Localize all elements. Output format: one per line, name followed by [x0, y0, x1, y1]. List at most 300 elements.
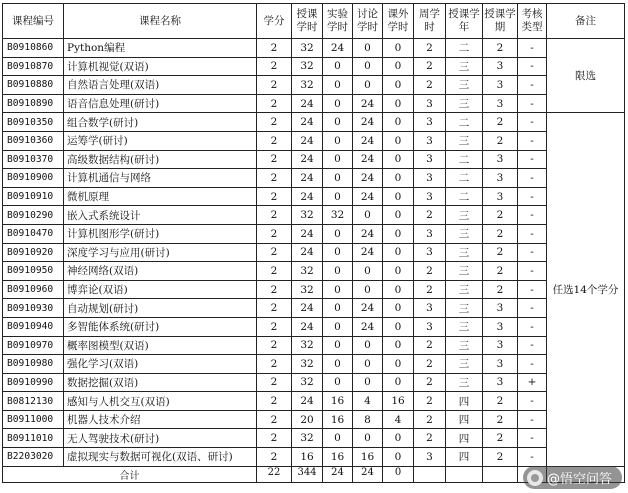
table-row	[3, 224, 625, 243]
discussion-hours: 0	[353, 355, 383, 374]
weekly-hours: 2	[414, 280, 446, 299]
extra-hours: 0	[383, 355, 414, 374]
lecture-hours: 24	[292, 317, 323, 336]
weekly-hours: 3	[414, 243, 446, 262]
course-name: Python编程	[64, 39, 257, 58]
extra-hours: 0	[383, 317, 414, 336]
course-name: 自然语言处理(双语)	[64, 76, 257, 95]
extra-hours: 0	[383, 262, 414, 281]
extra-hours: 0	[383, 131, 414, 150]
term: 3	[483, 169, 518, 188]
year: 四	[446, 448, 483, 467]
lecture-hours: 24	[292, 94, 323, 113]
course-name: 自动规划(研讨)	[64, 299, 257, 318]
lecture-hours: 24	[292, 392, 323, 411]
discussion-hours: 0	[353, 336, 383, 355]
term: 3	[483, 355, 518, 374]
year: 三	[446, 317, 483, 336]
course-code: B0910350	[3, 113, 64, 132]
course-code: B0812130	[3, 392, 64, 411]
weekly-hours: 3	[414, 448, 446, 467]
credits: 2	[257, 150, 292, 169]
credits: 2	[257, 336, 292, 355]
extra-hours: 0	[383, 169, 414, 188]
table-row	[3, 299, 625, 318]
lab-hours: 0	[323, 169, 353, 188]
weekly-hours: 2	[414, 39, 446, 58]
lab-hours: 24	[323, 39, 353, 58]
lecture-hours: 32	[292, 262, 323, 281]
lecture-hours: 24	[292, 150, 323, 169]
discussion-hours: 24	[353, 113, 383, 132]
discussion-hours: 24	[353, 243, 383, 262]
lab-hours: 0	[323, 243, 353, 262]
course-name: 嵌入式系统设计	[64, 206, 257, 225]
lecture-hours: 20	[292, 410, 323, 429]
year: 三	[446, 206, 483, 225]
year: 二	[446, 113, 483, 132]
lab-hours: 16	[323, 448, 353, 467]
credits: 2	[257, 429, 292, 448]
discussion-hours: 24	[353, 131, 383, 150]
remark-group-2: 任选14个学分	[547, 113, 625, 466]
lab-hours: 0	[323, 355, 353, 374]
lecture-hours: 24	[292, 113, 323, 132]
lab-hours: 0	[323, 224, 353, 243]
table-row	[3, 94, 625, 113]
discussion-hours: 0	[353, 76, 383, 95]
total-lab-hours: 24	[323, 466, 353, 482]
course-code: B0910920	[3, 243, 64, 262]
header-code: 课程编号	[3, 4, 64, 39]
lecture-hours: 32	[292, 373, 323, 392]
weekly-hours: 3	[414, 131, 446, 150]
credits: 2	[257, 317, 292, 336]
header-lecture-hours: 授课学时	[292, 4, 323, 39]
lecture-hours: 24	[292, 169, 323, 188]
term: 3	[483, 150, 518, 169]
credits: 2	[257, 392, 292, 411]
table-row	[3, 373, 625, 392]
weekly-hours: 3	[414, 317, 446, 336]
exam-type: -	[518, 280, 547, 299]
credits: 2	[257, 187, 292, 206]
discussion-hours: 8	[353, 410, 383, 429]
year: 三	[446, 94, 483, 113]
course-name: 神经网络(双语)	[64, 262, 257, 281]
extra-hours: 0	[383, 113, 414, 132]
term: 3	[483, 373, 518, 392]
exam-type: -	[518, 206, 547, 225]
lab-hours: 0	[323, 317, 353, 336]
lecture-hours: 16	[292, 448, 323, 467]
year: 三	[446, 131, 483, 150]
extra-hours: 0	[383, 299, 414, 318]
table-row	[3, 150, 625, 169]
exam-type: -	[518, 150, 547, 169]
course-code: B2203020	[3, 448, 64, 467]
credits: 2	[257, 355, 292, 374]
exam-type: +	[518, 373, 547, 392]
table-row	[3, 243, 625, 262]
year: 三	[446, 336, 483, 355]
course-name: 语音信息处理(研讨)	[64, 94, 257, 113]
exam-type: -	[518, 131, 547, 150]
weekly-hours: 3	[414, 187, 446, 206]
table-row	[3, 113, 625, 132]
lecture-hours: 32	[292, 57, 323, 76]
lecture-hours: 24	[292, 299, 323, 318]
weekly-hours: 2	[414, 392, 446, 411]
weekly-hours: 2	[414, 336, 446, 355]
weekly-hours: 3	[414, 299, 446, 318]
extra-hours: 0	[383, 373, 414, 392]
discussion-hours: 24	[353, 299, 383, 318]
lab-hours: 0	[323, 299, 353, 318]
term: 3	[483, 57, 518, 76]
course-code: B0910980	[3, 355, 64, 374]
header-exam-type: 考核类型	[518, 4, 547, 39]
lecture-hours: 24	[292, 131, 323, 150]
course-code: B0910360	[3, 131, 64, 150]
lecture-hours: 32	[292, 336, 323, 355]
exam-type: -	[518, 39, 547, 58]
course-code: B0910370	[3, 150, 64, 169]
year: 三	[446, 243, 483, 262]
discussion-hours: 24	[353, 150, 383, 169]
discussion-hours: 0	[353, 262, 383, 281]
header-remark: 备注	[547, 4, 625, 39]
table-row	[3, 57, 625, 76]
table-row	[3, 131, 625, 150]
header-lab-hours: 实验学时	[323, 4, 353, 39]
year: 三	[446, 76, 483, 95]
extra-hours: 0	[383, 57, 414, 76]
total-empty	[483, 466, 518, 482]
watermark-logo-icon	[527, 470, 543, 486]
term: 3	[483, 317, 518, 336]
course-code: B0911000	[3, 410, 64, 429]
term: 2	[483, 262, 518, 281]
table-body	[3, 39, 625, 483]
lab-hours: 0	[323, 373, 353, 392]
table-row	[3, 187, 625, 206]
total-credits: 22	[257, 466, 292, 482]
course-code: B0910960	[3, 280, 64, 299]
weekly-hours: 2	[414, 262, 446, 281]
year: 三	[446, 262, 483, 281]
header-extra-hours: 课外学时	[383, 4, 414, 39]
discussion-hours: 0	[353, 206, 383, 225]
course-code: B0910900	[3, 169, 64, 188]
credits: 2	[257, 280, 292, 299]
remark-group-1: 限选	[547, 39, 625, 113]
course-name: 计算机通信与网络	[64, 169, 257, 188]
exam-type: -	[518, 299, 547, 318]
course-code: B0910860	[3, 39, 64, 58]
total-empty	[414, 466, 446, 482]
table-row	[3, 280, 625, 299]
term: 3	[483, 94, 518, 113]
lecture-hours: 24	[292, 243, 323, 262]
header-credits: 学分	[257, 4, 292, 39]
exam-type: -	[518, 448, 547, 467]
weekly-hours: 3	[414, 94, 446, 113]
weekly-hours: 3	[414, 150, 446, 169]
course-code: B0910990	[3, 373, 64, 392]
course-name: 微机原理	[64, 187, 257, 206]
lecture-hours: 24	[292, 187, 323, 206]
extra-hours: 0	[383, 336, 414, 355]
exam-type: -	[518, 94, 547, 113]
header-weekly-hours: 周学时	[414, 4, 446, 39]
discussion-hours: 24	[353, 187, 383, 206]
lecture-hours: 32	[292, 76, 323, 95]
table-row	[3, 355, 625, 374]
lecture-hours: 32	[292, 280, 323, 299]
credits: 2	[257, 262, 292, 281]
course-name: 高级数据结构(研讨)	[64, 150, 257, 169]
term: 2	[483, 429, 518, 448]
header-discussion-hours: 讨论学时	[353, 4, 383, 39]
lab-hours: 0	[323, 336, 353, 355]
course-name: 多智能体系统(研讨)	[64, 317, 257, 336]
table-row	[3, 336, 625, 355]
extra-hours: 16	[383, 392, 414, 411]
lab-hours: 0	[323, 94, 353, 113]
extra-hours: 0	[383, 429, 414, 448]
table-row	[3, 448, 625, 467]
total-empty	[446, 466, 483, 482]
term: 2	[483, 410, 518, 429]
table-row	[3, 410, 625, 429]
exam-type: -	[518, 57, 547, 76]
weekly-hours: 3	[414, 113, 446, 132]
course-name: 数据挖掘(双语)	[64, 373, 257, 392]
lab-hours: 0	[323, 187, 353, 206]
credits: 2	[257, 448, 292, 467]
course-code: B0910880	[3, 76, 64, 95]
course-name: 强化学习(双语)	[64, 355, 257, 374]
exam-type: -	[518, 262, 547, 281]
year: 三	[446, 355, 483, 374]
year: 二	[446, 39, 483, 58]
weekly-hours: 2	[414, 57, 446, 76]
course-name: 机器人技术介绍	[64, 410, 257, 429]
course-name: 感知与人机交互(双语)	[64, 392, 257, 411]
course-name: 概率图模型(双语)	[64, 336, 257, 355]
table-row	[3, 76, 625, 95]
discussion-hours: 24	[353, 94, 383, 113]
credits: 2	[257, 410, 292, 429]
course-code: B0910970	[3, 336, 64, 355]
exam-type: -	[518, 187, 547, 206]
extra-hours: 0	[383, 280, 414, 299]
extra-hours: 0	[383, 448, 414, 467]
weekly-hours: 2	[414, 355, 446, 374]
term: 3	[483, 336, 518, 355]
discussion-hours: 24	[353, 317, 383, 336]
year: 二	[446, 150, 483, 169]
credits: 2	[257, 113, 292, 132]
term: 3	[483, 187, 518, 206]
extra-hours: 0	[383, 39, 414, 58]
lecture-hours: 32	[292, 355, 323, 374]
table-row	[3, 317, 625, 336]
lab-hours: 0	[323, 150, 353, 169]
term: 3	[483, 299, 518, 318]
credits: 2	[257, 94, 292, 113]
course-code: B0910940	[3, 317, 64, 336]
lab-hours: 0	[323, 113, 353, 132]
course-name: 计算机视觉(双语)	[64, 57, 257, 76]
lab-hours: 0	[323, 57, 353, 76]
year: 二	[446, 187, 483, 206]
term: 2	[483, 39, 518, 58]
extra-hours: 0	[383, 94, 414, 113]
total-extra-hours: 0	[383, 466, 414, 482]
exam-type: -	[518, 355, 547, 374]
year: 三	[446, 373, 483, 392]
extra-hours: 0	[383, 206, 414, 225]
header-row	[3, 4, 625, 39]
term: 3	[483, 76, 518, 95]
course-code: B0910470	[3, 224, 64, 243]
year: 二	[446, 169, 483, 188]
watermark-text: @悟空问答	[546, 472, 612, 487]
weekly-hours: 2	[414, 429, 446, 448]
watermark	[523, 466, 622, 489]
weekly-hours: 2	[414, 76, 446, 95]
discussion-hours: 0	[353, 57, 383, 76]
term: 2	[483, 243, 518, 262]
weekly-hours: 2	[414, 206, 446, 225]
course-name: 运筹学(研讨)	[64, 131, 257, 150]
exam-type: -	[518, 243, 547, 262]
lecture-hours: 24	[292, 224, 323, 243]
credits: 2	[257, 224, 292, 243]
year: 四	[446, 410, 483, 429]
term: 2	[483, 206, 518, 225]
discussion-hours: 24	[353, 224, 383, 243]
extra-hours: 0	[383, 243, 414, 262]
extra-hours: 4	[383, 410, 414, 429]
exam-type: -	[518, 336, 547, 355]
year: 三	[446, 224, 483, 243]
course-code: B0910930	[3, 299, 64, 318]
course-name: 深度学习与应用(研讨)	[64, 243, 257, 262]
credits: 2	[257, 39, 292, 58]
weekly-hours: 2	[414, 410, 446, 429]
table-row	[3, 39, 625, 58]
lab-hours: 16	[323, 392, 353, 411]
header-term: 授课学期	[483, 4, 518, 39]
exam-type: -	[518, 429, 547, 448]
exam-type: -	[518, 113, 547, 132]
table-row	[3, 206, 625, 225]
lab-hours: 16	[323, 410, 353, 429]
credits: 2	[257, 299, 292, 318]
credits: 2	[257, 131, 292, 150]
course-code: B0910870	[3, 57, 64, 76]
extra-hours: 0	[383, 187, 414, 206]
discussion-hours: 0	[353, 39, 383, 58]
term: 2	[483, 280, 518, 299]
course-code: B0910910	[3, 187, 64, 206]
total-discussion-hours: 24	[353, 466, 383, 482]
exam-type: -	[518, 392, 547, 411]
credits: 2	[257, 206, 292, 225]
lab-hours: 0	[323, 131, 353, 150]
credits: 2	[257, 243, 292, 262]
extra-hours: 0	[383, 150, 414, 169]
table-row	[3, 262, 625, 281]
weekly-hours: 3	[414, 224, 446, 243]
course-code: B0911010	[3, 429, 64, 448]
lab-hours: 0	[323, 76, 353, 95]
course-name: 计算机图形学(研讨)	[64, 224, 257, 243]
lab-hours: 0	[323, 280, 353, 299]
discussion-hours: 0	[353, 429, 383, 448]
term: 2	[483, 224, 518, 243]
course-code: B0910890	[3, 94, 64, 113]
term: 2	[483, 392, 518, 411]
exam-type: -	[518, 224, 547, 243]
extra-hours: 0	[383, 76, 414, 95]
year: 四	[446, 392, 483, 411]
lab-hours: 0	[323, 262, 353, 281]
lab-hours: 32	[323, 206, 353, 225]
year: 三	[446, 299, 483, 318]
term: 2	[483, 131, 518, 150]
exam-type: -	[518, 317, 547, 336]
exam-type: -	[518, 169, 547, 188]
lecture-hours: 32	[292, 39, 323, 58]
course-code: B0910290	[3, 206, 64, 225]
weekly-hours: 3	[414, 169, 446, 188]
course-name: 虚拟现实与数据可视化(双语、研讨)	[64, 448, 257, 467]
course-name: 组合数学(研讨)	[64, 113, 257, 132]
credits: 2	[257, 57, 292, 76]
year: 四	[446, 429, 483, 448]
term: 2	[483, 113, 518, 132]
lab-hours: 0	[323, 429, 353, 448]
course-table	[2, 3, 625, 483]
discussion-hours: 4	[353, 392, 383, 411]
table-row	[3, 429, 625, 448]
discussion-hours: 0	[353, 280, 383, 299]
lecture-hours: 32	[292, 206, 323, 225]
year: 三	[446, 57, 483, 76]
exam-type: -	[518, 410, 547, 429]
credits: 2	[257, 169, 292, 188]
credits: 2	[257, 76, 292, 95]
course-code: B0910950	[3, 262, 64, 281]
weekly-hours: 2	[414, 373, 446, 392]
table-row	[3, 392, 625, 411]
term: 2	[483, 448, 518, 467]
total-lecture-hours: 344	[292, 466, 323, 482]
year: 三	[446, 280, 483, 299]
table-row	[3, 169, 625, 188]
credits: 2	[257, 373, 292, 392]
header-year: 授课学年	[446, 4, 483, 39]
discussion-hours: 24	[353, 169, 383, 188]
extra-hours: 0	[383, 224, 414, 243]
discussion-hours: 16	[353, 448, 383, 467]
discussion-hours: 0	[353, 373, 383, 392]
course-name: 无人驾驶技术(研讨)	[64, 429, 257, 448]
